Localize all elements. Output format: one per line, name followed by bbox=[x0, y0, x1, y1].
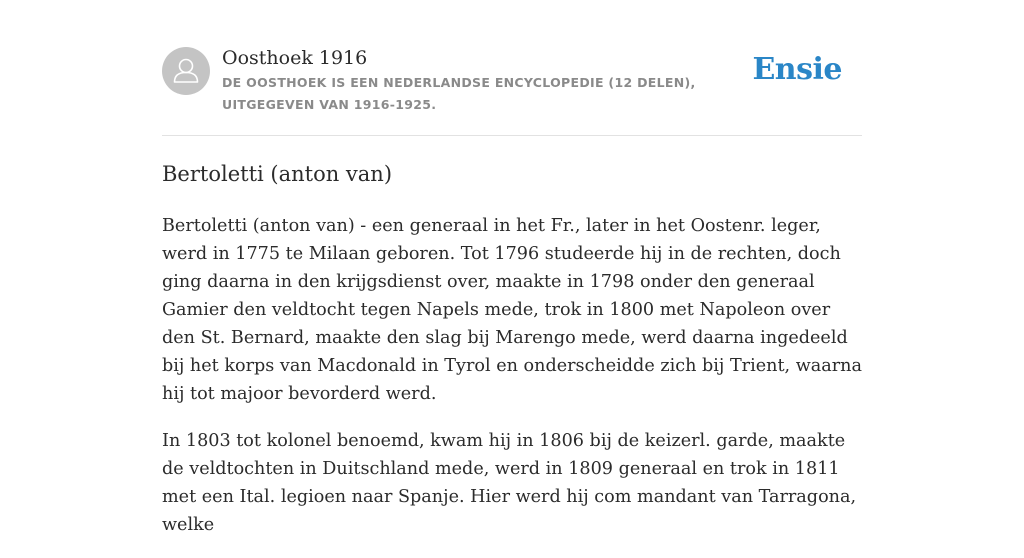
source-header bbox=[162, 46, 862, 116]
user-icon bbox=[162, 47, 210, 95]
article-title: Bertoletti (anton van) bbox=[162, 162, 393, 186]
header-divider bbox=[162, 135, 862, 136]
avatar[interactable] bbox=[162, 47, 210, 95]
article-paragraph: Bertoletti (anton van) - een generaal in het Fr., later in het Oostenr. leger, werd in 1775 te Milaan geboren. Tot 1796 studeerde hij in de rechten, doch ging daarna in den krijgsdienst over, maakte in 1798 onder den generaal Gamier den veldtocht tegen Napels mede, trok in 1800 met Napoleon over den St. Bernard, maakte den slag bij Marengo mede, werd daarna ingedeeld bij het korps van Macdonald in Tyrol en onderscheidde zich bij Trient, waarna hij tot majoor bevorderd werd. bbox=[162, 216, 862, 404]
article-body bbox=[162, 212, 868, 558]
source-description: DE OOSTHOEK IS EEN NEDERLANDSE ENCYCLOPEDIE (12 DELEN), UITGEGEVEN VAN 1916-1925. bbox=[222, 75, 696, 112]
brand-logo[interactable]: Ensie bbox=[752, 52, 842, 87]
source-title[interactable]: Oosthoek 1916 bbox=[222, 47, 368, 69]
article-paragraph: In 1803 tot kolonel benoemd, kwam hij in 1806 bij de keizerl. garde, maakte de veldtochten in Duitschland mede, werd in 1809 generaal en trok in 1811 met een Ital. legioen naar Spanje. Hier werd hij com mandant van Tarragona, welke bbox=[162, 431, 857, 535]
